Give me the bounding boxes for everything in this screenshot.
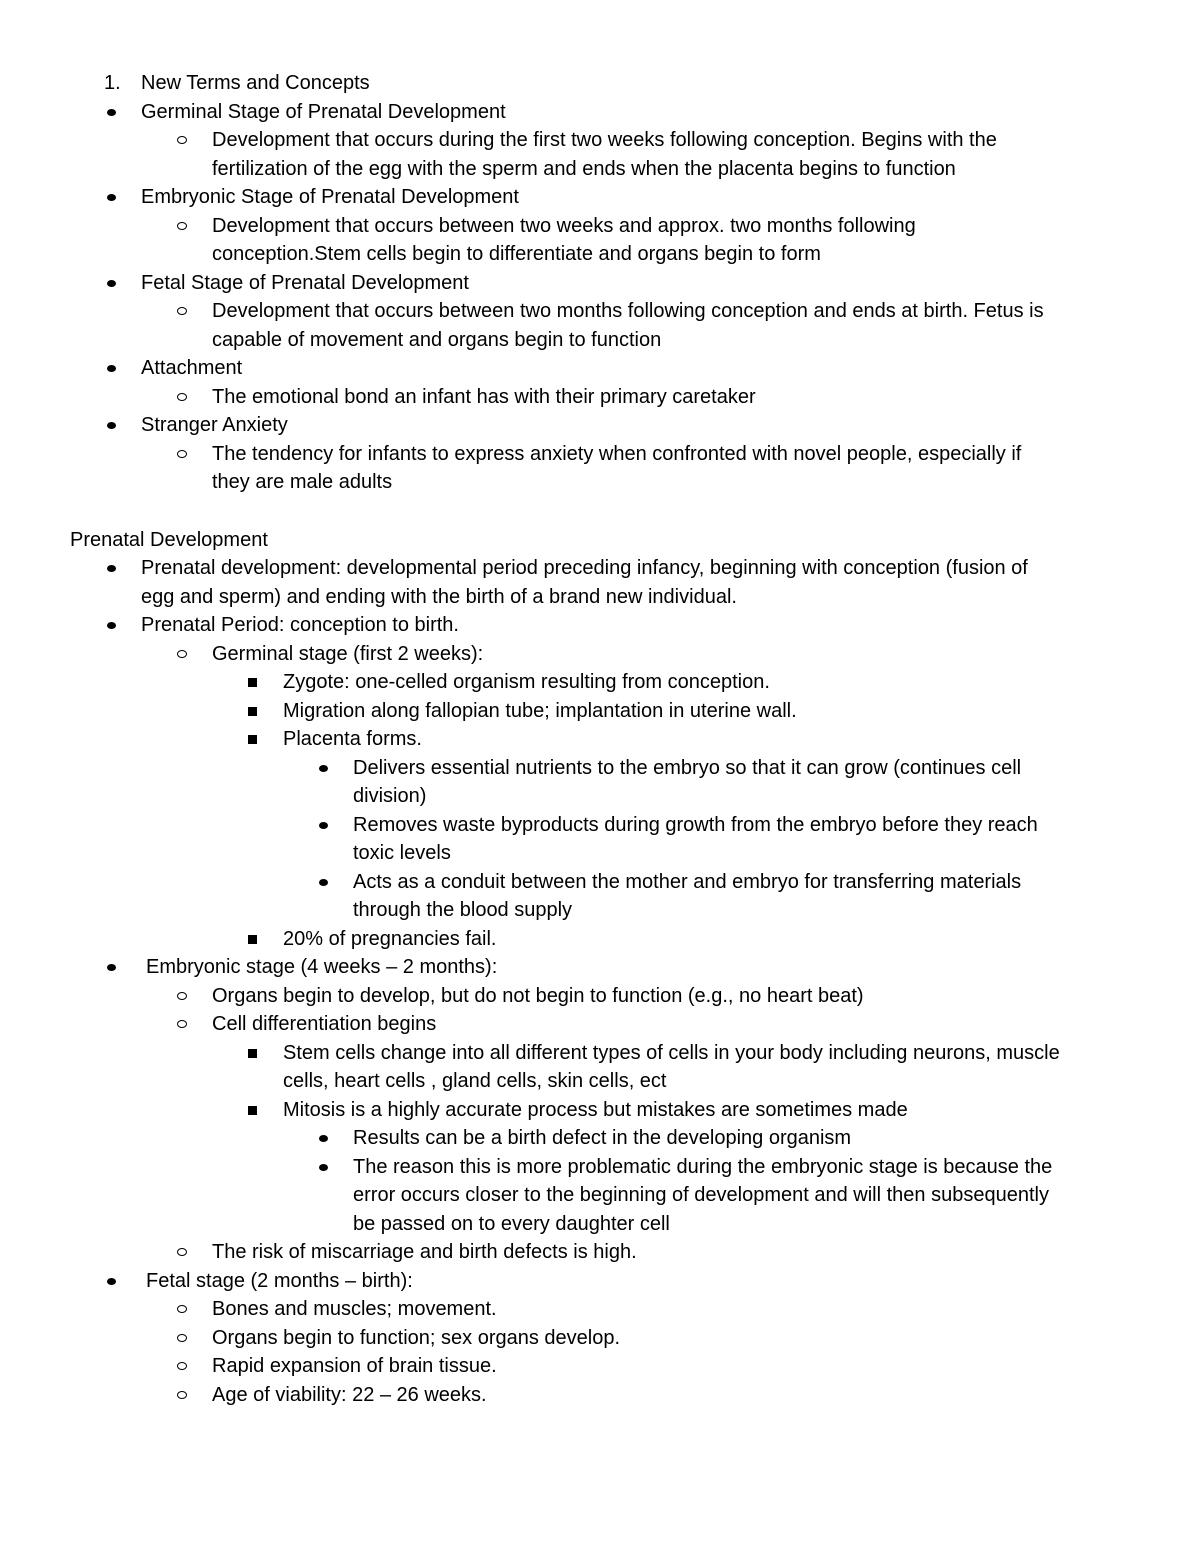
item-text: be passed on to every daughter cell xyxy=(353,1213,670,1235)
bullet-icon xyxy=(107,953,116,982)
item-text: Age of viability: 22 – 26 weeks. xyxy=(212,1384,487,1406)
definition-text: capable of movement and organs begin to function xyxy=(212,329,662,351)
item-text: 20% of pregnancies fail. xyxy=(283,928,497,950)
circle-bullet-icon xyxy=(177,1238,187,1267)
bullet-icon xyxy=(107,354,116,383)
bullet-icon xyxy=(107,611,116,640)
item-text: Rapid expansion of brain tissue. xyxy=(212,1355,497,1377)
item-text: Prenatal Period: conception to birth. xyxy=(141,614,459,636)
circle-bullet-icon xyxy=(177,440,187,469)
circle-bullet-icon xyxy=(177,1010,187,1039)
bullet-icon xyxy=(319,1153,328,1182)
item-text: The risk of miscarriage and birth defects is high. xyxy=(212,1241,637,1263)
item-text: Removes waste byproducts during growth from the embryo before they reach xyxy=(353,814,1038,836)
square-bullet-icon xyxy=(248,668,257,697)
bullet-icon xyxy=(107,1267,116,1296)
item-text: Cell differentiation begins xyxy=(212,1013,437,1035)
item-text: Organs begin to develop, but do not begin to function (e.g., no heart beat) xyxy=(212,985,864,1007)
square-bullet-icon xyxy=(248,1039,257,1068)
bullet-icon xyxy=(319,868,328,897)
item-text: cells, heart cells , gland cells, skin cells, ect xyxy=(283,1070,667,1092)
item-text: Prenatal development: developmental period preceding infancy, beginning with conception (fusion of xyxy=(141,557,1028,579)
term-text: Attachment xyxy=(141,357,243,379)
item-text: Acts as a conduit between the mother and embryo for transferring materials xyxy=(353,871,1022,893)
definition-text: The tendency for infants to express anxiety when confronted with novel people, especially if xyxy=(212,443,1022,465)
term-text: Embryonic Stage of Prenatal Development xyxy=(141,186,519,208)
item-text: Fetal stage (2 months – birth): xyxy=(146,1270,413,1292)
bullet-icon xyxy=(107,98,116,127)
bullet-icon xyxy=(319,754,328,783)
square-bullet-icon xyxy=(248,725,257,754)
item-text: Stem cells change into all different types of cells in your body including neurons, muscle xyxy=(283,1042,1060,1064)
term-text: Stranger Anxiety xyxy=(141,414,288,436)
definition-text: Development that occurs between two months following conception and ends at birth. Fetus is xyxy=(212,300,1044,322)
item-text: division) xyxy=(353,785,427,807)
term-text: Germinal Stage of Prenatal Development xyxy=(141,101,506,123)
definition-text: conception.Stem cells begin to differentiate and organs begin to form xyxy=(212,243,821,265)
item-text: through the blood supply xyxy=(353,899,573,921)
circle-bullet-icon xyxy=(177,640,187,669)
circle-bullet-icon xyxy=(177,1324,187,1353)
definition-text: Development that occurs during the first two weeks following conception. Begins with the xyxy=(212,129,997,151)
circle-bullet-icon xyxy=(177,297,187,326)
square-bullet-icon xyxy=(248,1096,257,1125)
circle-bullet-icon xyxy=(177,1295,187,1324)
bullet-icon xyxy=(319,811,328,840)
definition-text: fertilization of the egg with the sperm and ends when the placenta begins to function xyxy=(212,158,956,180)
bullet-icon xyxy=(107,183,116,212)
item-text: Delivers essential nutrients to the embryo so that it can grow (continues cell xyxy=(353,757,1022,779)
definition-text: Development that occurs between two weeks and approx. two months following xyxy=(212,215,916,237)
heading-text: New Terms and Concepts xyxy=(141,72,370,94)
bullet-icon xyxy=(107,269,116,298)
list-number: 1. xyxy=(104,72,121,94)
square-bullet-icon xyxy=(248,925,257,954)
circle-bullet-icon xyxy=(177,1352,187,1381)
item-text: Zygote: one-celled organism resulting from conception. xyxy=(283,671,770,693)
item-text: The reason this is more problematic during the embryonic stage is because the xyxy=(353,1156,1053,1178)
circle-bullet-icon xyxy=(177,1381,187,1410)
term-text: Fetal Stage of Prenatal Development xyxy=(141,272,469,294)
circle-bullet-icon xyxy=(177,212,187,241)
item-text: Migration along fallopian tube; implantation in uterine wall. xyxy=(283,700,797,722)
square-bullet-icon xyxy=(248,697,257,726)
bullet-icon xyxy=(107,554,116,583)
item-text: Mitosis is a highly accurate process but mistakes are sometimes made xyxy=(283,1099,908,1121)
item-text: Placenta forms. xyxy=(283,728,422,750)
circle-bullet-icon xyxy=(177,383,187,412)
item-text: error occurs closer to the beginning of development and will then subsequently xyxy=(353,1184,1049,1206)
item-text: toxic levels xyxy=(353,842,451,864)
item-text: Germinal stage (first 2 weeks): xyxy=(212,643,484,665)
heading-text: Prenatal Development xyxy=(70,529,268,551)
item-text: Organs begin to function; sex organs develop. xyxy=(212,1327,621,1349)
definition-text: they are male adults xyxy=(212,471,393,493)
bullet-icon xyxy=(319,1124,328,1153)
item-text: Embryonic stage (4 weeks – 2 months): xyxy=(146,956,498,978)
item-text: Results can be a birth defect in the developing organism xyxy=(353,1127,852,1149)
bullet-icon xyxy=(107,411,116,440)
definition-text: The emotional bond an infant has with their primary caretaker xyxy=(212,386,756,408)
item-text: egg and sperm) and ending with the birth of a brand new individual. xyxy=(141,586,737,608)
circle-bullet-icon xyxy=(177,126,187,155)
item-text: Bones and muscles; movement. xyxy=(212,1298,497,1320)
circle-bullet-icon xyxy=(177,982,187,1011)
